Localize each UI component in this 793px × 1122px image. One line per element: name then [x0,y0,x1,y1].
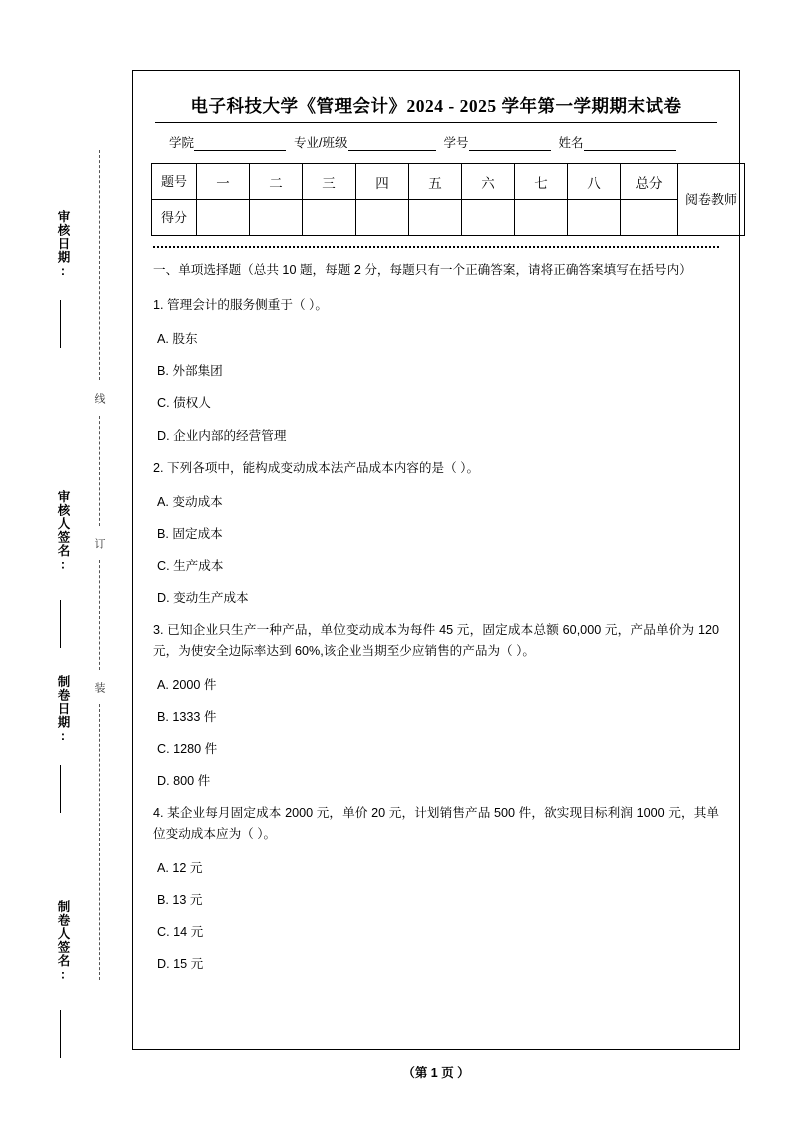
score-col-teacher: 阅卷教师 [678,164,745,236]
score-col-3: 三 [303,164,356,200]
field-student-id: 学号 [444,133,551,151]
question-3-option-b[interactable]: B. 1333 件 [157,709,217,724]
section-heading: 一、单项选择题（总共 10 题，每题 2 分，每题只有一个正确答案，请将正确答案填写在括号内） [153,263,692,277]
question-3-stem: 3. 已知企业只生产一种产品，单位变动成本为每件 45 元，固定成本总额 60,000 元，产品单价为 120 元，为使安全边际率达到 60%,该企业当期至少应销售的产品为（ ）。 [153,623,719,658]
question-1-stem: 1. 管理会计的服务侧重于（ ）。 [153,298,328,313]
score-table-header-row [152,164,745,200]
fold-segment-1 [99,150,100,380]
margin-rule-2 [60,600,61,648]
score-col-6: 六 [462,164,515,200]
score-table [151,163,745,236]
left-margin-column [0,0,132,1122]
margin-rule-1 [60,300,61,348]
question-4-option-a[interactable]: A. 12 元 [157,860,203,875]
field-major-class-input[interactable] [348,137,436,151]
score-cell-4[interactable] [356,200,409,236]
question-1-option-c[interactable]: C. 债权人 [157,396,211,411]
page-footer: （第 1 页 ） [402,1066,470,1080]
field-college: 学院 [169,133,286,151]
margin-label-make-date: 制卷日期: [56,675,70,744]
field-name-input[interactable] [584,137,676,151]
question-4-stem: 4. 某企业每月固定成本 2000 元，单价 20 元，计划销售产品 500 件，欲实现目标利润 1000 元，其单位变动成本应为（ ）。 [153,806,719,841]
score-cell-2[interactable] [250,200,303,236]
score-cell-1[interactable] [197,200,250,236]
margin-label-maker-signature: 制卷人签名: [56,900,70,983]
fold-segment-4 [99,704,100,980]
question-2-option-c[interactable]: C. 生产成本 [157,558,224,573]
score-cell-5[interactable] [409,200,462,236]
section-divider [153,246,719,248]
question-4-option-c[interactable]: C. 14 元 [157,924,204,939]
score-col-4: 四 [356,164,409,200]
score-col-total: 总分 [621,164,678,200]
margin-rule-3 [60,765,61,813]
score-col-2: 二 [250,164,303,200]
score-cell-6[interactable] [462,200,515,236]
margin-rule-4 [60,1010,61,1058]
fold-mark-xian: 装 [93,670,107,704]
score-col-7: 七 [515,164,568,200]
question-3-option-c[interactable]: C. 1280 件 [157,741,218,756]
score-col-8: 八 [568,164,621,200]
question-2-option-d[interactable]: D. 变动生产成本 [157,590,249,605]
question-4-option-b[interactable]: B. 13 元 [157,892,203,907]
question-2-option-b[interactable]: B. 固定成本 [157,526,223,541]
question-1-option-d[interactable]: D. 企业内部的经营管理 [157,428,287,443]
question-2-stem: 2. 下列各项中，能构成变动成本法产品成本内容的是（ ）。 [153,460,480,475]
field-name: 姓名 [559,133,676,151]
question-1-option-a[interactable]: A. 股东 [157,332,198,347]
score-row-header-points: 得分 [152,200,197,236]
fold-mark-zhuang: 订 [93,526,107,560]
binding-fold-line [93,150,107,980]
field-student-id-input[interactable] [469,137,551,151]
fold-mark-ding: 线 [93,380,107,416]
fold-segment-2 [99,416,100,526]
score-table-value-row [152,200,745,236]
score-col-1: 一 [197,164,250,200]
title-underline [155,122,717,123]
exam-paper-frame [132,70,740,1050]
score-col-5: 五 [409,164,462,200]
margin-label-reviewer-signature: 审核人签名: [56,490,70,573]
score-cell-7[interactable] [515,200,568,236]
score-cell-8[interactable] [568,200,621,236]
page-title: 电子科技大学《管理会计》2024 - 2025 学年第一学期期末试卷 [190,96,682,116]
question-3-option-a[interactable]: A. 2000 件 [157,677,217,692]
question-1-option-b[interactable]: B. 外部集团 [157,364,223,379]
field-college-input[interactable] [194,137,286,151]
score-row-header-number: 题号 [152,164,197,200]
score-cell-total[interactable] [621,200,678,236]
score-cell-3[interactable] [303,200,356,236]
student-info-line [169,133,715,151]
fold-segment-3 [99,560,100,670]
field-major-class: 专业/班级 [294,133,435,151]
question-3-option-d[interactable]: D. 800 件 [157,774,211,789]
margin-label-review-date: 审核日期: [56,210,70,279]
question-4-option-d[interactable]: D. 15 元 [157,957,204,972]
question-2-option-a[interactable]: A. 变动成本 [157,494,223,509]
